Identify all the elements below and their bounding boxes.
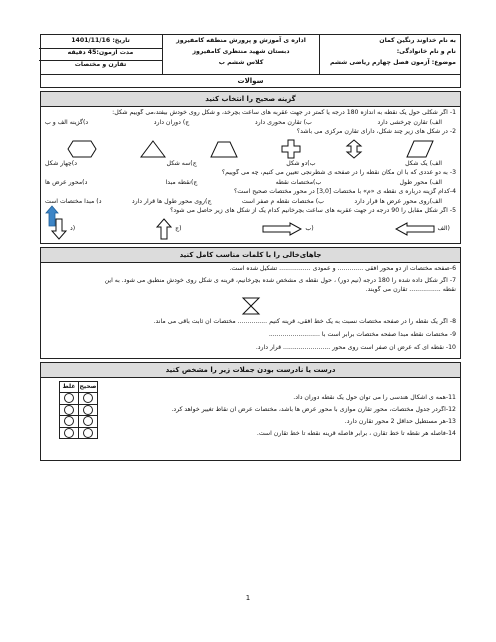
question-1: 1- اگر شکلی حول یک نقطه به اندازه 180 درجه یا کمتر در جهت عقربه های ساعت بچرخد، و شکل روی خودش بیفتد،می گوییم شکل: xyxy=(112,109,456,116)
option[interactable]: ج)روی محور طول ها قرار دارد xyxy=(131,197,212,205)
option[interactable]: الف) یک شکل xyxy=(405,159,442,167)
arrow-left-icon xyxy=(395,222,435,236)
question-2-options xyxy=(45,160,456,170)
arrow-up-down-icon xyxy=(345,139,363,159)
triangle-icon xyxy=(140,140,166,158)
option[interactable]: د)گزینه الف و ب xyxy=(45,118,89,126)
header-center xyxy=(162,35,319,74)
option[interactable]: ج) دوران دارد xyxy=(153,118,190,126)
page-number: 1 xyxy=(245,594,251,602)
question-5: 5- اگر شکل مقابل را 90 درجه در جهت عقربه های ساعت بچرخانیم کدام یک از شکل های زیر حاصل می شود؟ xyxy=(170,207,456,214)
option-c[interactable]: ج) xyxy=(156,218,181,240)
true-circle[interactable] xyxy=(83,428,93,438)
section3-band: درست یا نادرست بودن جملات زیر را مشخص کنید xyxy=(40,362,461,378)
question-2: 2- در شکل های زیر چند شکل، دارای تقارن مرکزی می باشد؟ xyxy=(296,128,456,135)
question-9: 9- مختصات نقطه مبدا صفحه مختصات برابر است با .......................... xyxy=(268,330,456,338)
false-circle[interactable] xyxy=(64,393,74,403)
hexagon-icon xyxy=(67,140,97,158)
section3-box xyxy=(40,378,461,461)
option-a[interactable]: الف) xyxy=(395,222,450,236)
question-3-options xyxy=(45,179,456,189)
option[interactable]: ب)مختصات نقطه xyxy=(275,178,322,186)
arrow-right-icon xyxy=(262,222,302,236)
option[interactable]: ج)نقطه مبدا xyxy=(165,178,198,186)
question-1-options xyxy=(45,119,456,129)
option[interactable]: ب)دو شکل xyxy=(286,159,316,167)
questions-title: سوالات xyxy=(40,75,461,88)
arrow-up-icon xyxy=(156,218,172,240)
question-3: 3- به دو عددی که با آن مکان نقطه را در صفحه ی شطرنجی تعیین می کنیم، چه می گوییم؟ xyxy=(221,169,456,176)
option[interactable]: ج)سه شکل xyxy=(166,159,197,167)
question-10: 10- نقطه ای که عرض آن صفر است روی محور ........................ قرار دارد. xyxy=(255,343,456,351)
cross-icon xyxy=(281,139,301,159)
option[interactable]: د)چهار شکل xyxy=(45,159,77,167)
false-circle[interactable] xyxy=(64,416,74,426)
true-circle[interactable] xyxy=(83,405,93,415)
question-14: 14-فاصله هر نقطه تا خط تقارن ، برابر فاصله قرینه نقطه تا خط تقارن است. xyxy=(256,429,456,437)
section1-box xyxy=(40,107,461,244)
question-12: 12-اگردر جدول مختصات، محور تقارن موازی با محور عرض ها باشد، مختصات عرض آن نقاط تغییر خواهد کرد. xyxy=(171,405,456,413)
question-7-figure xyxy=(45,296,456,318)
option-b[interactable]: ب) xyxy=(262,222,313,236)
header-basmala: به نام خداوند رنگین کمان xyxy=(379,37,456,44)
option[interactable]: الف) تقارن چرخشی دارد xyxy=(377,118,442,126)
question-7-continued: نقطه ................ تقارن می گویند. xyxy=(365,286,456,293)
option[interactable]: ب) تقارن محوری دارد xyxy=(254,118,312,126)
header-left xyxy=(39,35,162,74)
true-false-table xyxy=(59,381,98,440)
option[interactable]: الف)روی محور عرض ها قرار دارد xyxy=(354,197,442,205)
section2-band: جاهای‌خالی را با کلمات مناسب کامل کنید xyxy=(40,247,461,263)
question-4-options xyxy=(45,198,456,208)
true-circle[interactable] xyxy=(83,416,93,426)
question-8: 8- اگر یک نقطه را در صفحه مختصات نسبت به یک خط افقی، قرینه کنیم ............... مختصات آن ثابت باقی می ماند. xyxy=(153,317,456,325)
header-subject: موضوع: آزمون فصل چهارم ریاضی ششم xyxy=(329,59,456,66)
header-right xyxy=(319,35,460,74)
option[interactable]: د) مبدا مختصات است xyxy=(45,197,102,205)
header-office: اداره ی آموزش و پرورش منطقه کامفیروز xyxy=(176,37,306,44)
false-column-header: غلط xyxy=(60,381,79,393)
option[interactable]: الف) محور طول xyxy=(399,178,442,186)
trapezoid-icon xyxy=(210,140,238,158)
true-circle[interactable] xyxy=(83,393,93,403)
hourglass-icon xyxy=(241,296,261,316)
blue-arrow-up-icon xyxy=(45,205,59,227)
exam-header xyxy=(40,34,461,75)
question-4: 4-کدام گزینه درباره ی نقطه ی «م» با مختصات [3,0] در محور مختصات صحیح است؟ xyxy=(233,188,456,195)
true-column-header: صحیح xyxy=(79,381,98,393)
header-school: دبستان شهید منتظری کامفیروز xyxy=(192,48,290,55)
question-11: 11-همه ی اشکال هندسی را می توان حول یک نقطه دوران داد. xyxy=(293,393,456,401)
question-5-options xyxy=(45,217,456,241)
header-topic: تقارن و مختصات xyxy=(74,61,127,68)
question-7: 7- اگر شکل داده شده را 180 درجه (نیم دور) ، حول نقطه ی مشخص شده بچرخانیم، قرینه ی شکل روی خودش منطبق می شود. به این xyxy=(104,276,456,284)
header-duration: مدت آزمون:45 دقیقه xyxy=(39,49,162,61)
option[interactable]: د)محور عرض ها xyxy=(45,178,88,186)
option-d[interactable]: د) xyxy=(51,218,75,240)
section1-band: گزینه صحیح را انتخاب کنید xyxy=(40,91,461,107)
header-class: کلاس ششم ب xyxy=(218,59,264,66)
false-circle[interactable] xyxy=(64,405,74,415)
false-circle[interactable] xyxy=(64,428,74,438)
exam-sheet xyxy=(40,34,461,594)
question-6: 6-صفحه مختصات از دو محور افقی ............. و عمودی ................ تشکیل شده است. xyxy=(229,264,456,272)
question-13: 13-هر مستطیل حداقل 2 محور تقارن دارد. xyxy=(344,417,456,425)
question-2-shapes xyxy=(45,138,456,160)
option[interactable]: ب) مختصات نقطه م صفر است xyxy=(241,197,325,205)
parallelogram-icon xyxy=(406,140,434,158)
header-student-name: نام و نام خانوادگی: xyxy=(396,48,456,55)
header-date: تاریخ: 1401/11/16 xyxy=(39,37,162,49)
section2-box xyxy=(40,263,461,359)
